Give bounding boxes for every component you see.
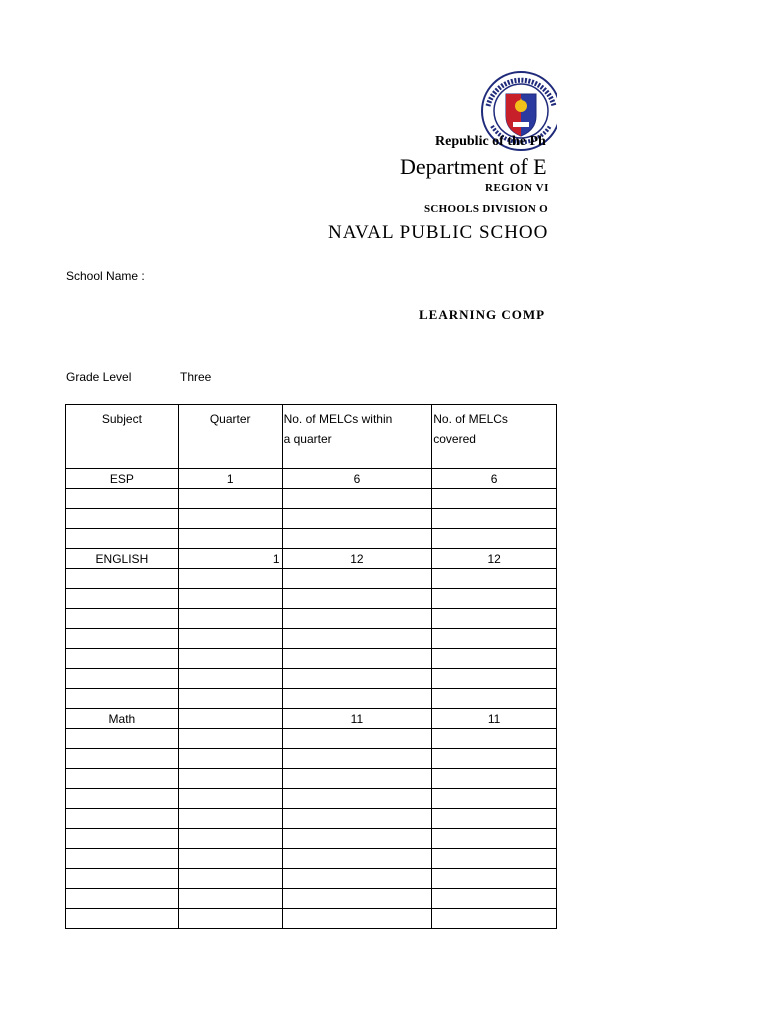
- cell-quarter: 1: [178, 469, 282, 489]
- table-row: [66, 809, 557, 829]
- table-row: [66, 649, 557, 669]
- cell-melcs-covered: 6: [432, 469, 557, 489]
- melcs-table: [65, 404, 557, 929]
- grade-level-value: Three: [180, 370, 212, 384]
- table-row: [66, 849, 557, 869]
- table-row: [66, 629, 557, 649]
- school-name-label: School Name :: [66, 269, 145, 283]
- cell-quarter: 1: [178, 549, 282, 569]
- cell-melcs-covered: 11: [432, 709, 557, 729]
- republic-heading: Republic of the Ph: [435, 134, 546, 149]
- table-row: [66, 909, 557, 929]
- table-row: [66, 589, 557, 609]
- table-row: [66, 869, 557, 889]
- table-row: [66, 729, 557, 749]
- cell-melcs-within: 11: [282, 709, 432, 729]
- grade-level-label: Grade Level: [66, 370, 132, 384]
- header-quarter: Quarter: [178, 405, 282, 469]
- cell-melcs-within: 6: [282, 469, 432, 489]
- header-melcs-within: No. of MELCs within a quarter: [282, 405, 432, 469]
- cell-subject: ENGLISH: [66, 549, 179, 569]
- cell-melcs-within: 12: [282, 549, 432, 569]
- department-heading: Department of E: [400, 154, 547, 179]
- cell-melcs-covered: 12: [432, 549, 557, 569]
- table-row: [66, 509, 557, 529]
- table-row: [66, 749, 557, 769]
- table-row-english: [66, 549, 557, 569]
- table-row: [66, 829, 557, 849]
- table-row: [66, 669, 557, 689]
- table-row: [66, 689, 557, 709]
- table-row: [66, 769, 557, 789]
- table-row-esp: [66, 469, 557, 489]
- region-heading: REGION VI: [485, 182, 549, 194]
- division-heading: SCHOOLS DIVISION O: [424, 203, 548, 215]
- table-row: [66, 569, 557, 589]
- table-row: [66, 609, 557, 629]
- cell-quarter: [178, 709, 282, 729]
- header-subject: Subject: [66, 405, 179, 469]
- header-melcs-covered: No. of MELCs covered: [432, 405, 557, 469]
- cell-subject: Math: [66, 709, 179, 729]
- cell-subject: ESP: [66, 469, 179, 489]
- table-row-math: [66, 709, 557, 729]
- learning-heading: LEARNING COMP: [419, 307, 546, 322]
- table-header-row: [66, 405, 557, 469]
- table-row: [66, 789, 557, 809]
- table-row: [66, 489, 557, 509]
- school-heading: NAVAL PUBLIC SCHOO: [328, 222, 549, 243]
- table-row: [66, 889, 557, 909]
- table-row: [66, 529, 557, 549]
